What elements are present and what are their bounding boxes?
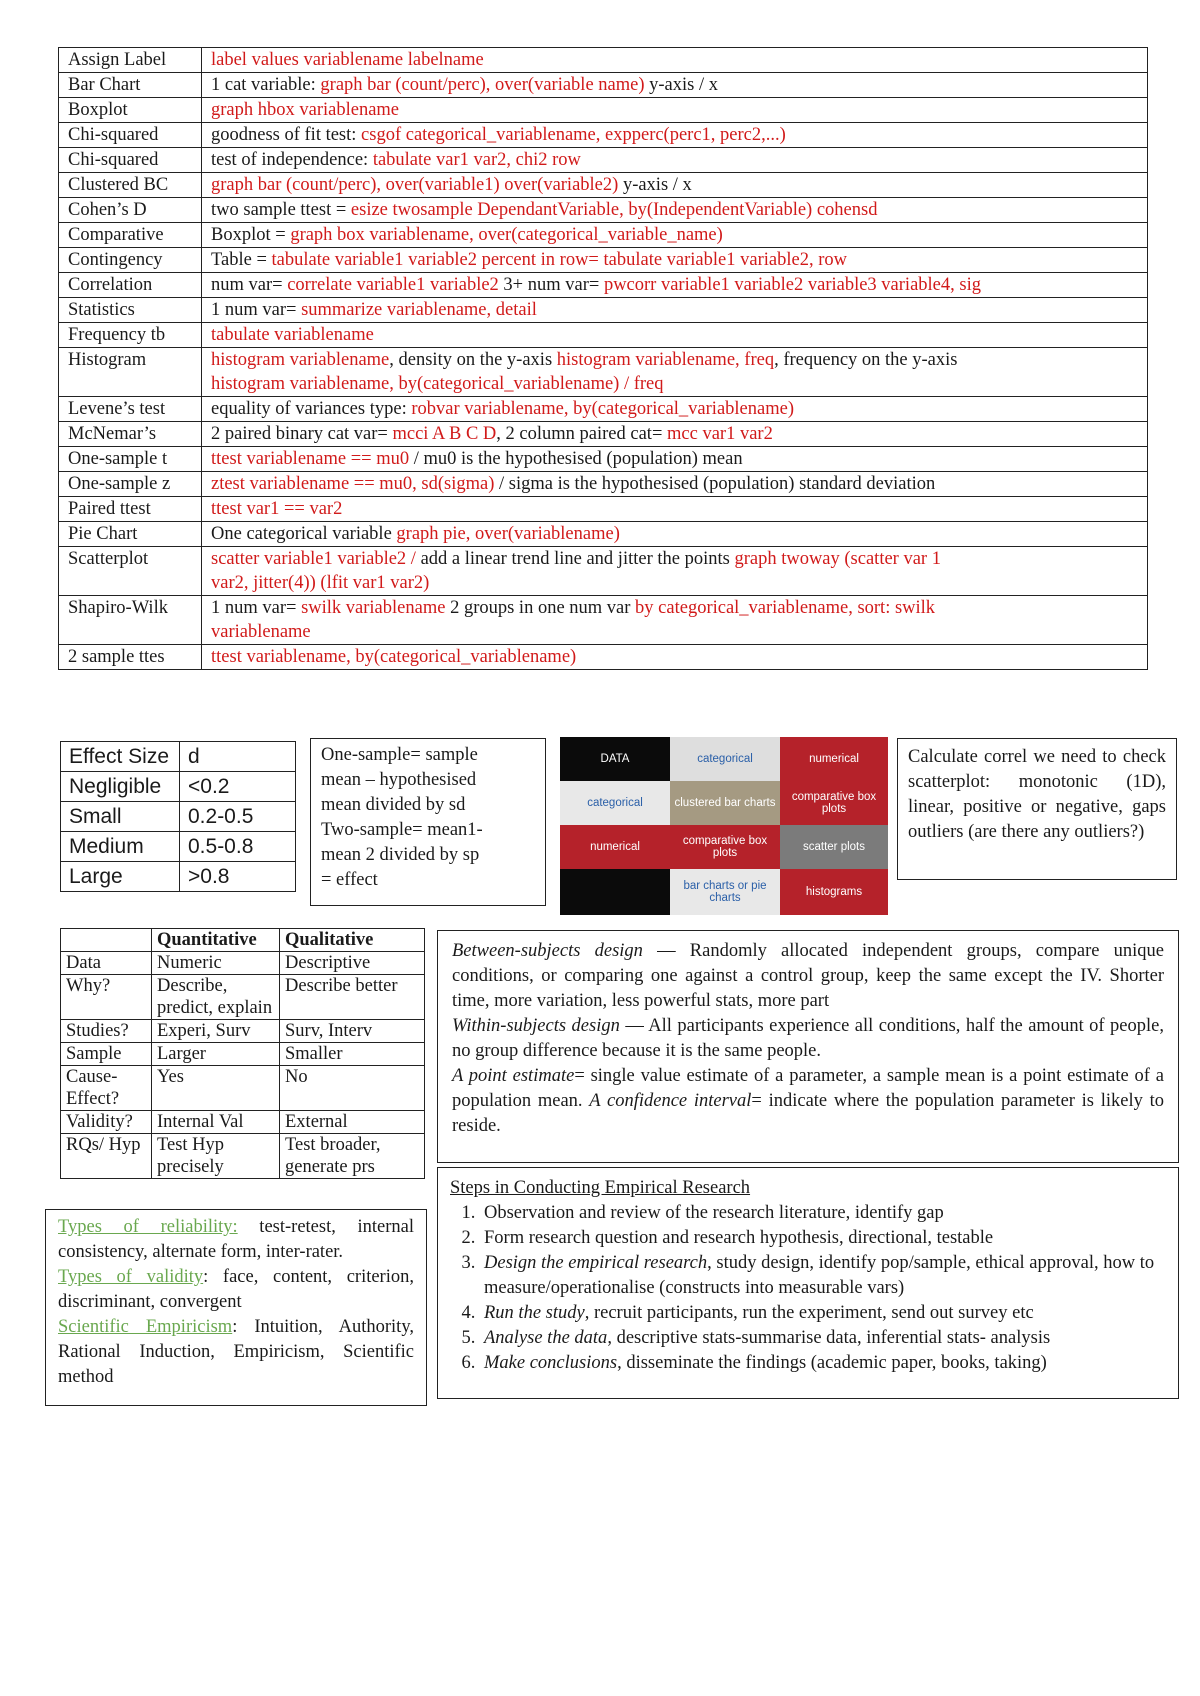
stata-command-text: One categorical variable [211,524,397,544]
stata-row [59,447,1148,472]
stata-command-code: ttest var1 == var2 [211,499,343,519]
step-text: Form research question and research hypothesis, directional, testable [484,1228,994,1248]
stata-row [59,248,1148,273]
quant-qual-cell: Descriptive [280,952,425,975]
stata-row [59,73,1148,98]
stata-command-text: , 2 column paired cat= [496,424,668,444]
stata-command-code: histogram variablename, by(categorical_variablename) / freq [211,374,664,394]
stata-row-command [202,497,1148,522]
stata-row-label: Frequency tb [59,323,202,348]
stata-command-text: y-axis / x [618,175,692,195]
note-line: mean divided by sd [321,795,466,815]
stata-row [59,198,1148,223]
quant-qual-cell: Experi, Surv [152,1020,280,1043]
stata-command-text: 2 groups in one num var [445,598,636,618]
confidence-interval-term: A confidence interval [589,1091,752,1111]
quant-qual-row [61,1020,425,1043]
stata-command-text: , frequency on the y-axis [774,350,958,370]
stata-row-command [202,547,1148,596]
stata-row-label: One-sample t [59,447,202,472]
stata-row-label: McNemar’s [59,422,202,447]
stata-row-command [202,323,1148,348]
stata-row-label: Assign Label [59,48,202,73]
step-text: , recruit participants, run the experiment, send out survey etc [584,1303,1034,1323]
stata-command-code: graph pie, over(variablename) [396,524,620,544]
stata-command-text: / sigma is the hypothesised (population) standard deviation [494,474,936,494]
stata-command-code: esize twosample DependantVariable, by(IndependentVariable) cohensd [350,200,878,220]
stata-command-code: var2, jitter(4)) (lfit var1 var2) [211,573,430,593]
effect-size-header-cell: d [180,742,296,772]
stata-row-command [202,422,1148,447]
stata-command-code: scatter variable1 variable2 / [211,549,421,569]
stata-command-code: graph twoway (scatter var 1 [734,549,941,569]
stata-command-code: graph bar (count/perc), over(variable1) over(variable2) [211,175,619,195]
step-text: , descriptive stats-summarise data, inferential stats- analysis [607,1328,1051,1348]
grid-cell: categorical [560,781,670,825]
step-emphasis: Analyse the data [484,1328,608,1348]
quant-qual-table [60,928,425,1179]
stata-row [59,223,1148,248]
confidence-interval-text: = indicate where the population parameter is likely to reside. [452,1091,1164,1136]
stata-row [59,273,1148,298]
stata-row [59,497,1148,522]
effect-size-value: 0.5-0.8 [180,832,296,862]
stata-row [59,148,1148,173]
note-line: = effect [321,870,378,890]
stata-row [59,323,1148,348]
note-line: One-sample= sample [321,745,478,765]
effect-size-label: Negligible [61,772,180,802]
effect-size-row [61,772,296,802]
step-emphasis: Make conclusions [484,1353,618,1373]
stata-row [59,596,1148,645]
stata-row [59,472,1148,497]
stata-row [59,173,1148,198]
stata-row [59,422,1148,447]
quant-qual-cell: Why? [61,975,152,1020]
grid-cell: comparative box plots [670,825,780,869]
stata-command-code: graph box variablename, over(categorical_variable_name) [290,225,723,245]
effect-size-row [61,832,296,862]
stata-row-command [202,73,1148,98]
steps-title: Steps in Conducting Empirical Research [450,1178,751,1198]
stata-command-code: ztest variablename == mu0, sd(sigma) [211,474,495,494]
stata-row-label: Cohen’s D [59,198,202,223]
quant-qual-cell: Data [61,952,152,975]
stata-row-label: Chi-squared [59,148,202,173]
stata-row-label: Scatterplot [59,547,202,596]
stata-row [59,48,1148,73]
stata-row-label: Levene’s test [59,397,202,422]
effect-size-row [61,802,296,832]
within-subjects-text: — All participants experience all conditions, half the amount of people, no group difference because it is the same people. [452,1016,1164,1061]
grid-cell: numerical [560,825,670,869]
stata-command-text: test of independence: [211,150,373,170]
quant-qual-cell: Cause-Effect? [61,1066,152,1111]
effect-size-label: Large [61,862,180,892]
stata-row-label: Correlation [59,273,202,298]
stata-row-label: Clustered BC [59,173,202,198]
stata-command-code: tabulate variablename [211,325,374,345]
reliability-validity-box [45,1209,427,1406]
stata-command-text: 1 cat variable: [211,75,321,95]
stata-row-label: Comparative [59,223,202,248]
reliability-term: Types of reliability: [58,1217,238,1237]
research-design-box [437,930,1179,1163]
validity-text: : face, content, criterion, discriminant, convergent [58,1267,414,1312]
stata-row-label: Paired ttest [59,497,202,522]
stata-row [59,397,1148,422]
stata-row-command [202,522,1148,547]
quant-qual-row [61,1066,425,1111]
stata-row-label: Chi-squared [59,123,202,148]
step-item [480,1351,1166,1376]
stata-command-text: 1 num var= [211,598,302,618]
stata-command-text: 2 paired binary cat var= [211,424,393,444]
stata-row-command [202,348,1148,397]
stata-row-command [202,148,1148,173]
stata-command-code: ttest variablename, by(categorical_variablename) [211,647,577,667]
stata-command-code: summarize variablename, detail [301,300,537,320]
quant-qual-cell: Numeric [152,952,280,975]
stata-command-code: histogram variablename [211,350,390,370]
step-item [480,1251,1166,1301]
stata-command-code: graph hbox variablename [211,100,400,120]
research-steps-box [437,1167,1179,1399]
stata-command-text: goodness of fit test: [211,125,362,145]
quant-qual-cell: Studies? [61,1020,152,1043]
effect-size-label: Medium [61,832,180,862]
grid-cell: clustered bar charts [670,781,780,825]
grid-cell: DATA [560,737,670,781]
quant-qual-cell: Larger [152,1043,280,1066]
stata-command-text: / mu0 is the hypothesised (population) mean [409,449,743,469]
quant-qual-cell: External [280,1111,425,1134]
note-line: mean – hypothesised [321,770,477,790]
stata-command-text: num var= [211,275,288,295]
stata-row-command [202,173,1148,198]
stata-row-command [202,123,1148,148]
effect-size-value: <0.2 [180,772,296,802]
stata-row-label: Histogram [59,348,202,397]
stata-command-code: csgof categorical_variablename, expperc(perc1, perc2,...) [361,125,786,145]
stata-command-text: Table = [211,250,272,270]
quant-qual-cell: Surv, Interv [280,1020,425,1043]
stata-commands-table [58,47,1148,670]
point-estimate-term: A point estimate [452,1066,575,1086]
stata-row-command [202,472,1148,497]
quant-qual-row [61,975,425,1020]
stata-command-text: 1 num var= [211,300,302,320]
stata-row-command [202,48,1148,73]
stata-command-code: variablename [211,622,311,642]
grid-cell: bar charts or pie charts [670,869,780,915]
stata-row-command [202,223,1148,248]
stata-command-code: by categorical_variablename, sort: swilk [635,598,936,618]
stata-row-label: Boxplot [59,98,202,123]
grid-cell [560,869,670,915]
stata-row [59,547,1148,596]
stata-row-label: Statistics [59,298,202,323]
quant-qual-header-cell [61,929,152,952]
stata-command-code: robvar variablename, by(categorical_variablename) [411,399,794,419]
quant-qual-cell: Sample [61,1043,152,1066]
stata-row-command [202,248,1148,273]
effect-size-value: >0.8 [180,862,296,892]
stata-row-command [202,645,1148,670]
quant-qual-cell: Test Hyp precisely [152,1134,280,1179]
quant-qual-row [61,1043,425,1066]
step-item [480,1301,1166,1326]
reliability-text: test-retest, internal consistency, alternate form, inter-rater. [58,1217,414,1262]
stata-command-code: mcci A B C D [392,424,497,444]
stata-command-code: graph bar (count/perc), over(variable name) [320,75,645,95]
effect-size-row [61,862,296,892]
quant-qual-cell: Internal Val [152,1111,280,1134]
empiricism-text: : Intuition, Authority, Rational Induction, Empiricism, Scientific method [58,1317,414,1387]
step-text: , study design, identify pop/sample, ethical approval, how to measure/operationalise (constructs into measurable vars) [484,1253,1155,1298]
quant-qual-row [61,1111,425,1134]
stata-row [59,522,1148,547]
stata-row [59,298,1148,323]
stata-row-command [202,298,1148,323]
stata-command-code: histogram variablename, freq [556,350,775,370]
step-item [480,1226,1166,1251]
steps-list [450,1201,1166,1376]
stata-command-text: Boxplot = [211,225,291,245]
stata-command-text: two sample ttest = [211,200,351,220]
step-emphasis: Design the empirical research [484,1253,708,1273]
between-subjects-term: Between-subjects design [452,941,643,961]
stata-command-code: label values variablename labelname [211,50,484,70]
quant-qual-cell: Yes [152,1066,280,1111]
note-line: Two-sample= mean1- [321,820,483,840]
stata-row [59,645,1148,670]
stata-row-command [202,98,1148,123]
effect-formula-note [310,738,546,906]
quant-qual-cell: Test broader, generate prs [280,1134,425,1179]
quant-qual-cell: Describe, predict, explain [152,975,280,1020]
effect-size-header-cell: Effect Size [61,742,180,772]
step-text: , disseminate the findings (academic paper, books, taking) [617,1353,1047,1373]
quant-qual-header-cell: Quantitative [152,929,280,952]
data-type-chart-grid [560,737,888,915]
stata-command-text: 3+ num var= [498,275,604,295]
note-line: mean 2 divided by sp [321,845,480,865]
quant-qual-cell: No [280,1066,425,1111]
step-text: Observation and review of the research literature, identify gap [484,1203,944,1223]
grid-cell: scatter plots [780,825,888,869]
stata-row-label: Bar Chart [59,73,202,98]
point-estimate-text: = single value estimate of a parameter, a sample mean is a point estimate of a population mean. [452,1066,1164,1111]
stata-table-body [59,48,1148,670]
stata-row-label: 2 sample ttes [59,645,202,670]
stata-command-code: correlate variable1 variable2 [287,275,499,295]
stata-command-code: ttest variablename == mu0 [211,449,410,469]
stata-row-label: Shapiro-Wilk [59,596,202,645]
stata-row-command [202,596,1148,645]
correlation-note: Calculate correl we need to check scatterplot: monotonic (1D), linear, positive or negative, gaps outliers (are there any outliers?) [897,738,1177,880]
grid-cell: histograms [780,869,888,915]
quant-qual-cell: RQs/ Hyp [61,1134,152,1179]
stata-row-command [202,273,1148,298]
stata-command-code: tabulate variable1 variable2 percent in row= tabulate variable1 variable2, row [271,250,847,270]
stata-row-label: One-sample z [59,472,202,497]
step-item [480,1326,1166,1351]
grid-cell: categorical [670,737,780,781]
effect-size-label: Small [61,802,180,832]
stata-command-code: pwcorr variable1 variable2 variable3 variable4, sig [603,275,981,295]
step-emphasis: Run the study [484,1303,585,1323]
stata-row-label: Contingency [59,248,202,273]
grid-cell: numerical [780,737,888,781]
quant-qual-cell: Smaller [280,1043,425,1066]
stata-row [59,98,1148,123]
quant-qual-cell: Validity? [61,1111,152,1134]
validity-term: Types of validity [58,1267,204,1287]
stata-command-code: tabulate var1 var2, chi2 row [372,150,581,170]
stata-command-text: equality of variances type: [211,399,412,419]
stata-command-text: , density on the y-axis [389,350,557,370]
empiricism-term: Scientific Empiricism [58,1317,233,1337]
stata-command-code: mcc var1 var2 [667,424,773,444]
quant-qual-header-row [61,929,425,952]
stata-row-command [202,198,1148,223]
stata-row-command [202,397,1148,422]
stata-command-code: swilk variablename [301,598,446,618]
effect-size-value: 0.2-0.5 [180,802,296,832]
quant-qual-row [61,1134,425,1179]
effect-size-header-row [61,742,296,772]
stata-row [59,123,1148,148]
within-subjects-term: Within-subjects design [452,1016,620,1036]
stata-row-command [202,447,1148,472]
quant-qual-cell: Describe better [280,975,425,1020]
stata-command-text: add a linear trend line and jitter the points [420,549,735,569]
stata-row [59,348,1148,397]
stata-row-label: Pie Chart [59,522,202,547]
between-subjects-text: — Randomly allocated independent groups, compare unique conditions, or comparing one against a control group, keep the same except the IV. Shorter time, more variation, less powerful stats, more part [452,941,1164,1011]
stata-command-text: y-axis / x [644,75,718,95]
quant-qual-header-cell: Qualitative [280,929,425,952]
quant-qual-row [61,952,425,975]
grid-cell: comparative box plots [780,781,888,825]
step-item [480,1201,1166,1226]
effect-size-table [60,741,296,892]
